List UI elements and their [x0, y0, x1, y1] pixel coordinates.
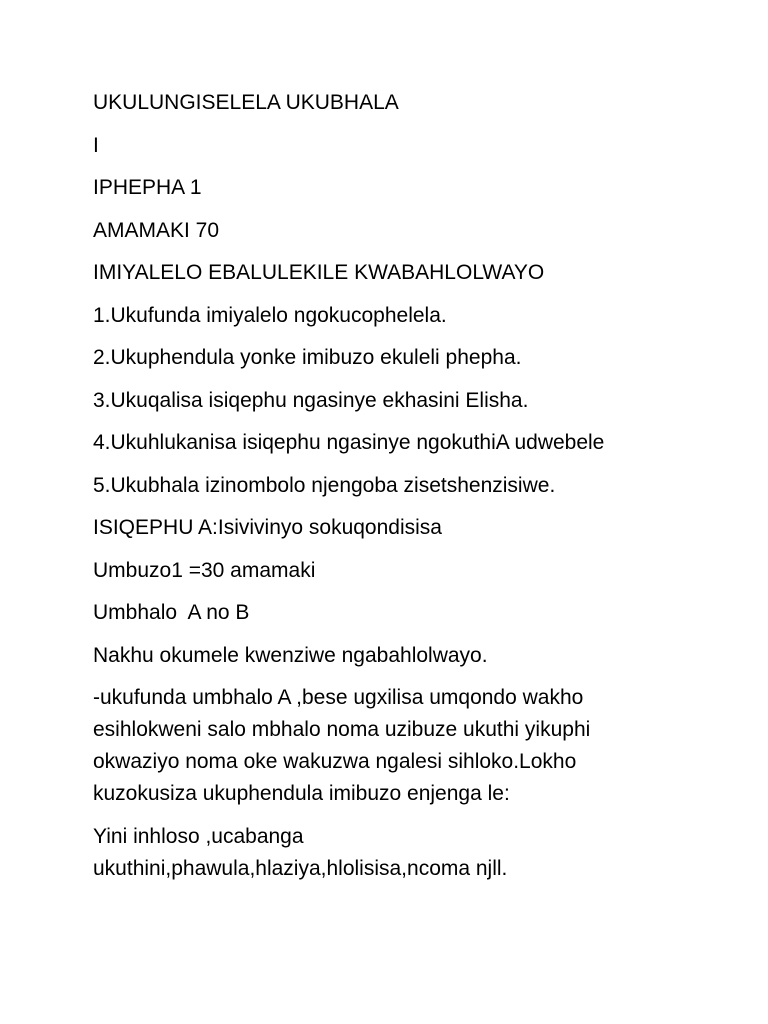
- document-content: [93, 87, 713, 895]
- paragraph-line: okwaziyo noma oke wakuzwa ngalesi sihloko.Lokho: [93, 750, 577, 773]
- instructions-heading: IMIYALELO EBALULEKILE KWABAHLOLWAYO: [93, 261, 545, 284]
- instruction-item: 5.Ukubhala izinombolo njengoba zisetshenzisiwe.: [93, 473, 556, 497]
- paragraph-line: kuzokusiza ukuphendula imibuzo enjenga le:: [93, 782, 510, 805]
- roman-numeral: I: [93, 133, 99, 157]
- section-heading: ISIQEPHU A:Isivivinyo sokuqondisisa: [93, 516, 442, 539]
- instruction-item: 1.Ukufunda imiyalelo ngokucophelela.: [93, 303, 447, 327]
- what-to-do: Nakhu okumele kwenziwe ngabahlolwayo.: [93, 643, 488, 667]
- paragraph-line: Yini inhloso ,ucabanga: [93, 824, 304, 848]
- paper-number: IPHEPHA 1: [93, 176, 202, 199]
- paragraph-line: esihlokweni salo mbhalo noma uzibuze ukuthi yikuphi: [93, 718, 591, 741]
- total-marks: AMAMAKI 70: [93, 218, 220, 242]
- paragraph-line: -ukufunda umbhalo A ,bese ugxilisa umqondo wakho: [93, 686, 584, 709]
- question-marks: Umbuzo1 =30 amamaki: [93, 558, 316, 582]
- paragraph-line: ukuthini,phawula,hlaziya,hlolisisa,ncoma njll.: [93, 856, 508, 880]
- instruction-item: 3.Ukuqalisa isiqephu ngasinye ekhasini Elisha.: [93, 388, 529, 412]
- closing-paragraph: [93, 821, 713, 885]
- instruction-item: 4.Ukuhlukanisa isiqephu ngasinye ngokuthiA udwebele: [93, 431, 605, 454]
- instruction-item: 2.Ukuphendula yonke imibuzo ekuleli phepha.: [93, 346, 522, 369]
- texts-label: Umbhalo A no B: [93, 601, 250, 624]
- document-title: UKULUNGISELELA UKUBHALA: [93, 91, 399, 114]
- instruction-paragraph: [93, 682, 713, 810]
